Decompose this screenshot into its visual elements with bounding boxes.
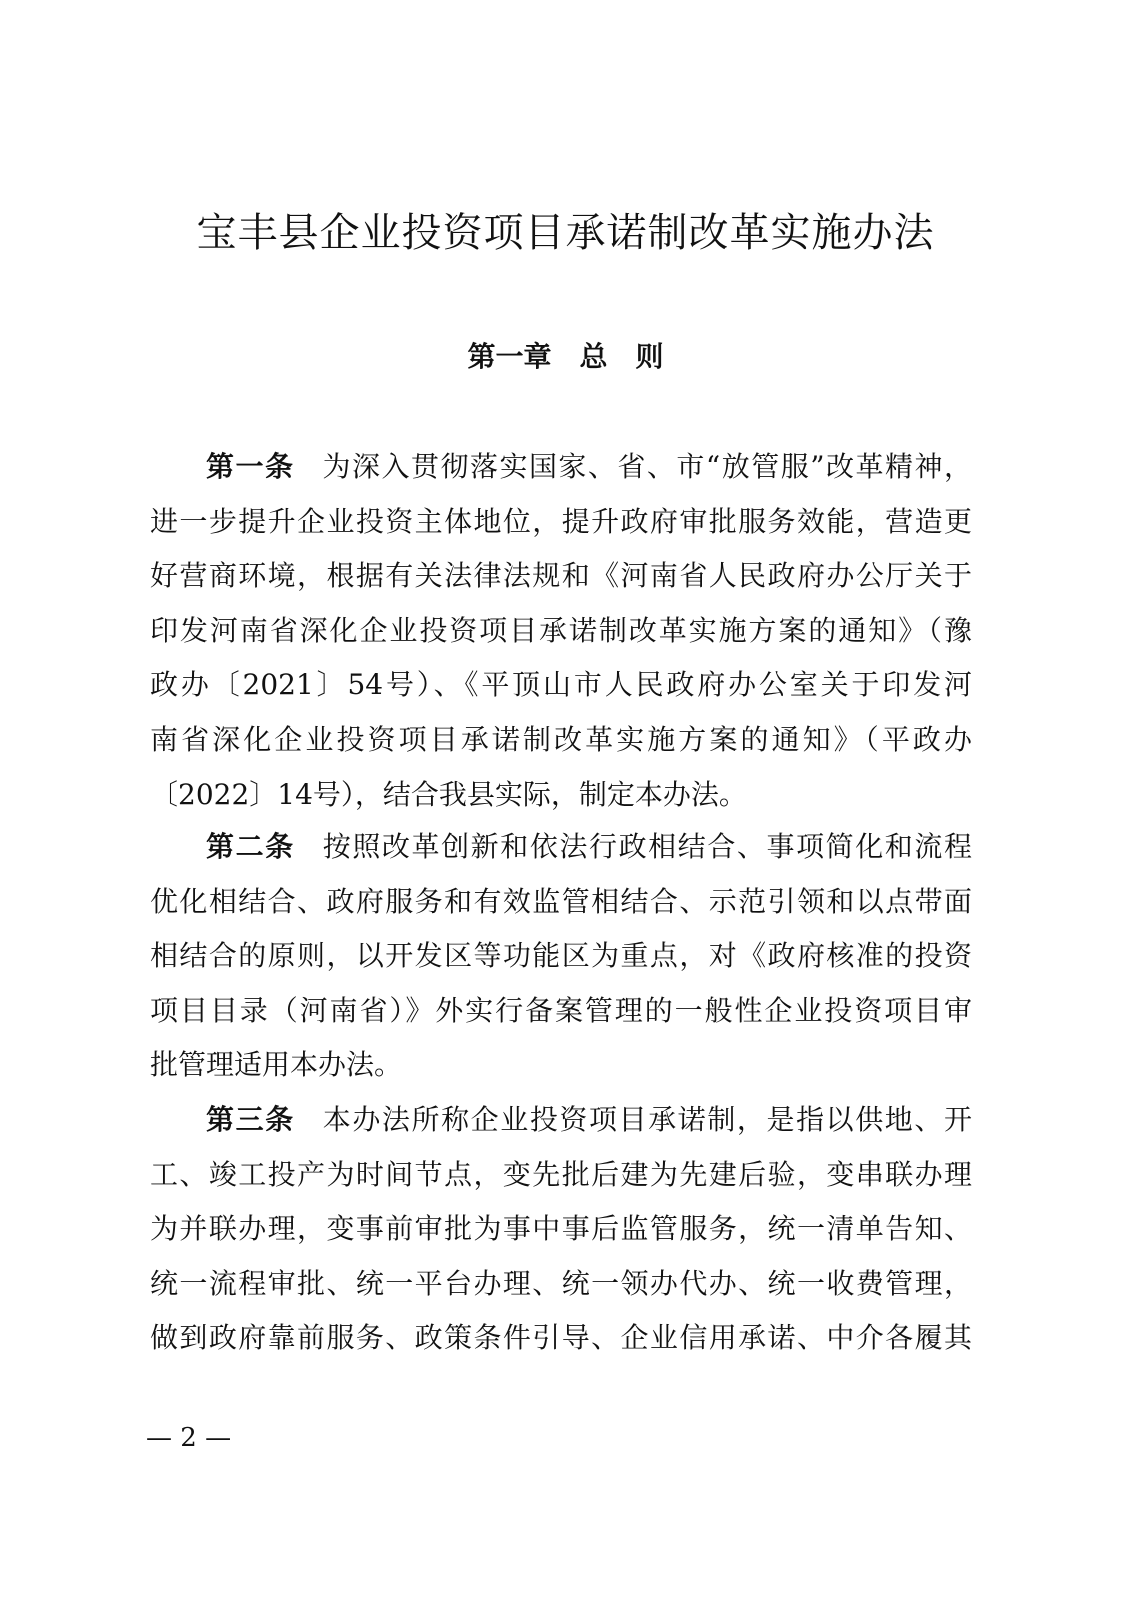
article-line: 政办〔2021〕54号）、《平顶山市人民政府办公室关于印发河 [150, 668, 972, 702]
article-line: 为并联办理，变事前审批为事中事后监管服务，统一清单告知、 [150, 1212, 972, 1246]
article-3 [150, 1093, 972, 1366]
article-line: 优化相结合、政府服务和有效监管相结合、示范引领和以点带面 [150, 884, 972, 918]
article-label: 第二条 [206, 830, 295, 863]
article-line: 〔2022〕14号），结合我县实际，制定本办法。 [150, 777, 747, 811]
article-2 [150, 820, 972, 1093]
article-line: 做到政府靠前服务、政策条件引导、企业信用承诺、中介各履其 [150, 1321, 972, 1355]
article-line: 相结合的原则，以开发区等功能区为重点，对《政府核准的投资 [150, 939, 972, 973]
article-line: 批管理适用本办法。 [150, 1048, 403, 1082]
article-line: 进一步提升企业投资主体地位，提升政府审批服务效能，营造更 [150, 504, 972, 538]
article-line [150, 440, 972, 495]
article-1 [150, 440, 972, 822]
article-text: 本办法所称企业投资项目承诺制，是指以供地、开 [322, 1103, 972, 1136]
article-line: 印发河南省深化企业投资项目承诺制改革实施方案的通知》（豫 [150, 613, 972, 647]
article-line: 项目目录（河南省）》外实行备案管理的一般性企业投资项目审 [150, 993, 972, 1027]
article-line [150, 1093, 972, 1148]
article-label: 第三条 [206, 1103, 295, 1136]
chapter-heading: 第一章 总 则 [467, 340, 664, 373]
article-line: 工、竣工投产为时间节点，变先批后建为先建后验，变串联办理 [150, 1157, 972, 1191]
article-text: 为深入贯彻落实国家、省、市“放管服”改革精神， [322, 450, 972, 483]
article-line: 好营商环境，根据有关法律法规和《河南省人民政府办公厅关于 [150, 559, 972, 593]
article-line [150, 820, 972, 875]
document-title: 宝丰县企业投资项目承诺制改革实施办法 [196, 210, 935, 256]
page-number: — 2 — [146, 1423, 232, 1453]
article-line: 统一流程审批、统一平台办理、统一领办代办、统一收费管理， [150, 1266, 972, 1300]
article-line: 南省深化企业投资项目承诺制改革实施方案的通知》（平政办 [150, 722, 972, 756]
article-text: 按照改革创新和依法行政相结合、事项简化和流程 [322, 830, 972, 863]
article-label: 第一条 [206, 450, 295, 483]
